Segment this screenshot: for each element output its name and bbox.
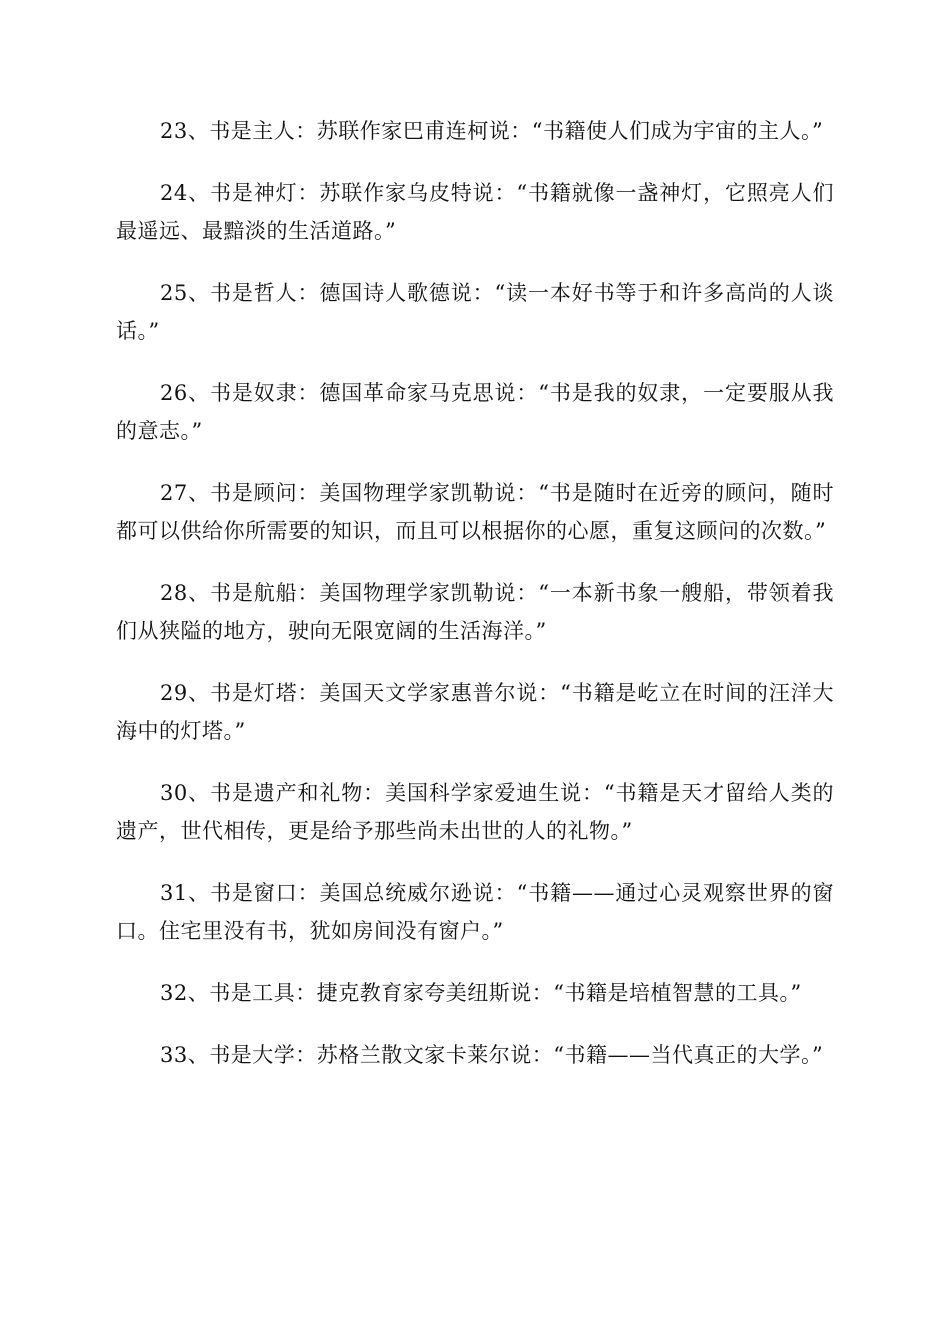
paragraph-25: 25、书是哲人：德国诗人歌德说：“读一本好书等于和许多高尚的人谈话。” — [116, 281, 834, 343]
paragraph-29: 29、书是灯塔：美国天文学家惠普尔说：“书籍是屹立在时间的汪洋大海中的灯塔。” — [116, 681, 834, 743]
paragraph-33: 33、书是大学：苏格兰散文家卡莱尔说：“书籍——当代真正的大学。” — [160, 1043, 824, 1067]
paragraph-30: 30、书是遗产和礼物：美国科学家爱迪生说：“书籍是天才留给人类的遗产，世代相传，更是给予那些尚未出世的人的礼物。” — [116, 781, 834, 843]
document-body — [116, 112, 834, 1098]
paragraph-31: 31、书是窗口：美国总统威尔逊说：“书籍——通过心灵观察世界的窗口。住宅里没有书，犹如房间没有窗户。” — [116, 881, 834, 943]
paragraph-27: 27、书是顾问：美国物理学家凯勒说：“书是随时在近旁的顾问，随时都可以供给你所需要的知识，而且可以根据你的心愿，重复这顾问的次数。” — [116, 481, 834, 543]
paragraph-23: 23、书是主人：苏联作家巴甫连柯说：“书籍使人们成为宇宙的主人。” — [160, 119, 824, 143]
paragraph-24: 24、书是神灯：苏联作家乌皮特说：“书籍就像一盏神灯，它照亮人们最遥远、最黯淡的生活道路。” — [116, 181, 834, 243]
paragraph-28: 28、书是航船：美国物理学家凯勒说：“一本新书象一艘船，带领着我们从狭隘的地方，驶向无限宽阔的生活海洋。” — [116, 581, 834, 643]
paragraph-32: 32、书是工具：捷克教育家夸美纽斯说：“书籍是培植智慧的工具。” — [160, 981, 802, 1005]
paragraph-26: 26、书是奴隶：德国革命家马克思说：“书是我的奴隶，一定要服从我的意志。” — [116, 381, 834, 443]
